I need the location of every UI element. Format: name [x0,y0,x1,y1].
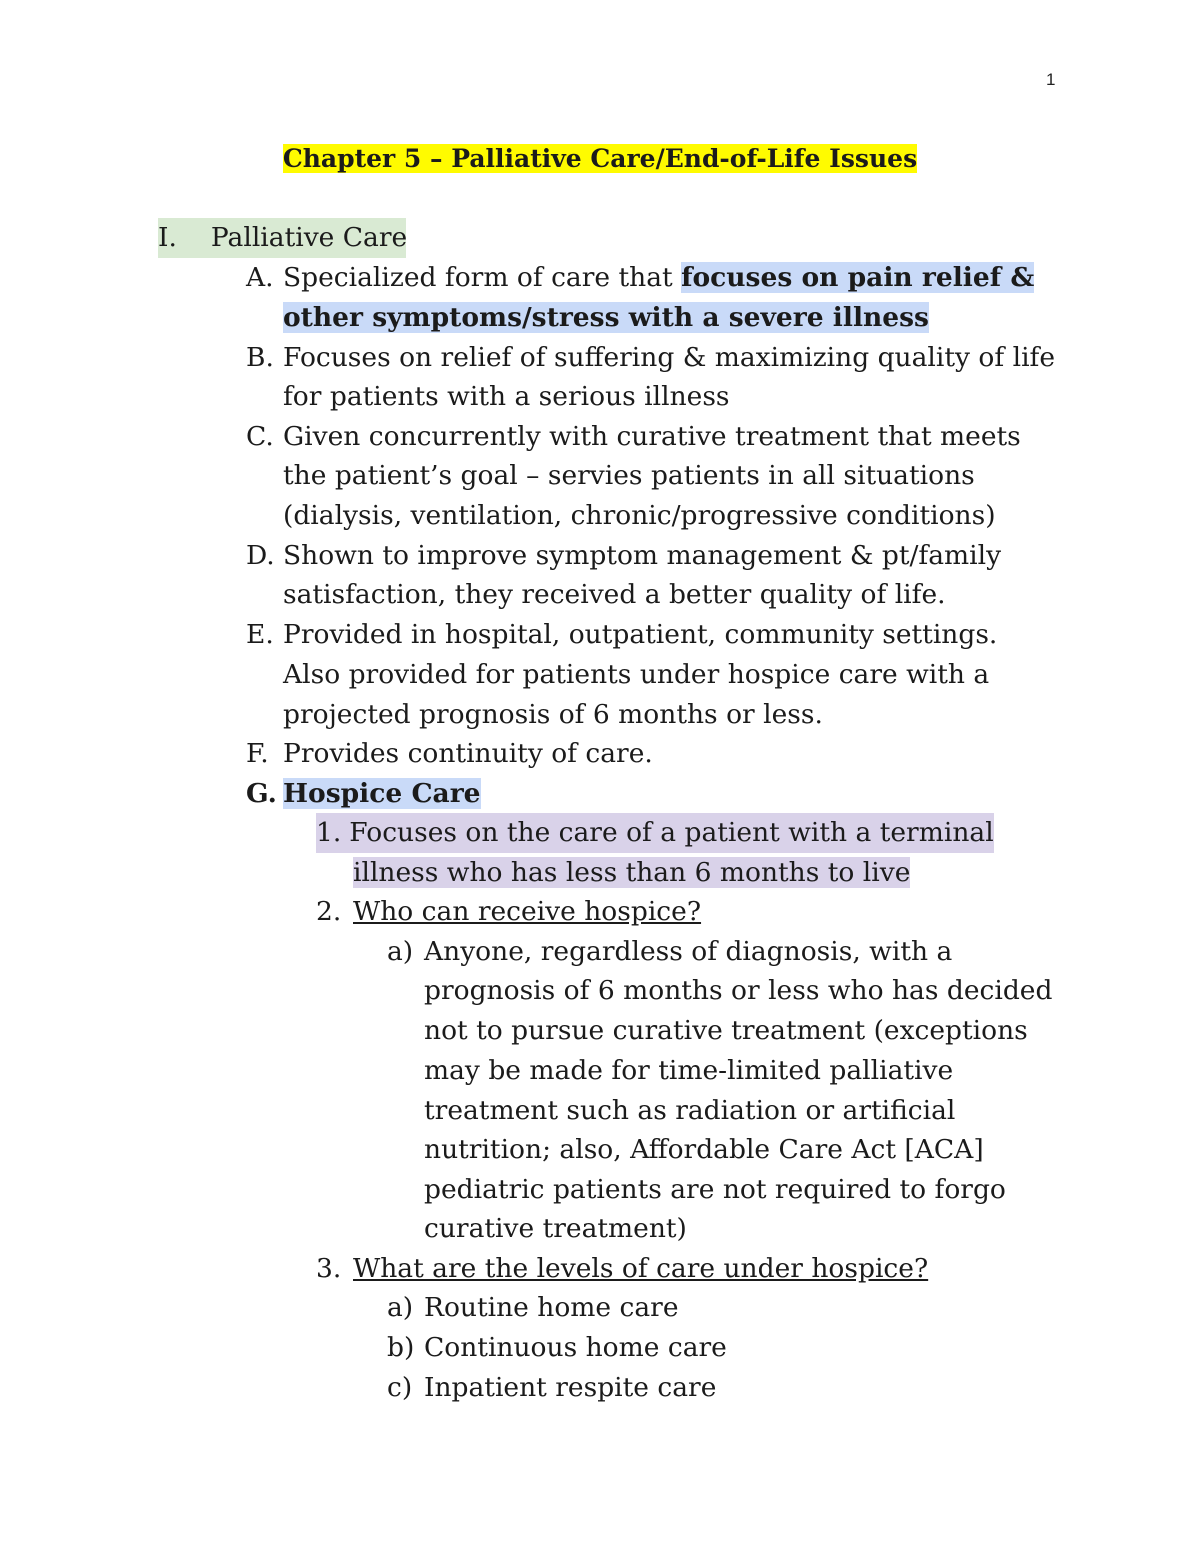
hospice-2a-line6: nutrition; also, Affordable Care Act [ACA] [424,1134,984,1165]
item-a-line1 [283,258,1034,298]
hospice-1-line1 [316,813,994,853]
hospice-3c-text: Inpatient respite care [424,1372,717,1403]
item-a-label: A. [246,262,274,293]
item-e-line1: Provided in hospital, outpatient, community settings. [283,619,998,650]
hospice-2-label: 2. [316,896,342,927]
hospice-2a-line5: treatment such as radiation or artificial [424,1095,956,1126]
item-b-label: B. [246,342,274,373]
section-text: Palliative Care [210,222,408,253]
item-d-line1: Shown to improve symptom management & pt/family [283,540,1002,571]
hospice-1-text2: illness who has less than 6 months to live [353,857,911,888]
item-a-highlight-2: other symptoms/stress with a severe illness [283,302,929,333]
item-f-label: F. [246,738,269,769]
item-f-line1: Provides continuity of care. [283,738,653,769]
hospice-1-text1: Focuses on the care of a patient with a terminal [349,817,994,848]
hospice-3-label: 3. [316,1253,342,1284]
item-c-line3: (dialysis, ventilation, chronic/progressive conditions) [283,500,996,531]
hospice-2a-line2: prognosis of 6 months or less who has decided [424,975,1053,1006]
hospice-3-question: What are the levels of care under hospice? [353,1253,929,1284]
item-e-line2: Also provided for patients under hospice care with a [283,659,990,690]
hospice-2a-line4: may be made for time-limited palliative [424,1055,954,1086]
item-b-line1: Focuses on relief of suffering & maximizing quality of life [283,342,1056,373]
item-a-highlight-1: focuses on pain relief & [681,262,1035,293]
item-g-label [246,774,277,814]
hospice-2a-line8: curative treatment) [424,1213,687,1244]
item-a-line2 [283,298,929,338]
title-text: Chapter 5 – Palliative Care/End-of-Life Issues [282,144,918,173]
item-d-line2: satisfaction, they received a better quality of life. [283,579,946,610]
item-c-label: C. [246,421,274,452]
hospice-3a-label: a) [387,1292,414,1323]
hospice-1-label: 1. [316,817,342,848]
section-heading [158,218,406,258]
hospice-2a-line1: Anyone, regardless of diagnosis, with a [424,936,953,967]
item-a-pre: Specialized form of care that [283,262,682,293]
hospice-care-heading: Hospice Care [283,778,481,809]
section-label: I. [158,222,177,253]
item-e-line3: projected prognosis of 6 months or less. [283,699,823,730]
page-number: 1 [1046,70,1056,89]
page-title [0,141,1200,177]
item-e-label: E. [246,619,274,650]
hospice-1-line2 [353,853,910,893]
hospice-2-question: Who can receive hospice? [353,896,702,927]
item-c-line2: the patient’s goal – servies patients in all situations [283,460,975,491]
item-b-line2: for patients with a serious illness [283,381,730,412]
hospice-3c-label: c) [387,1372,413,1403]
hospice-2a-line7: pediatric patients are not required to forgo [424,1174,1006,1205]
item-d-label: D. [246,540,275,571]
item-g-label-text: G. [246,778,277,809]
hospice-2a-label: a) [387,936,414,967]
hospice-2a-line3: not to pursue curative treatment (exceptions [424,1015,1028,1046]
hospice-3b-label: b) [387,1332,415,1363]
hospice-3a-text: Routine home care [424,1292,679,1323]
item-g-heading [283,774,481,814]
item-c-line1: Given concurrently with curative treatment that meets [283,421,1021,452]
hospice-3b-text: Continuous home care [424,1332,727,1363]
